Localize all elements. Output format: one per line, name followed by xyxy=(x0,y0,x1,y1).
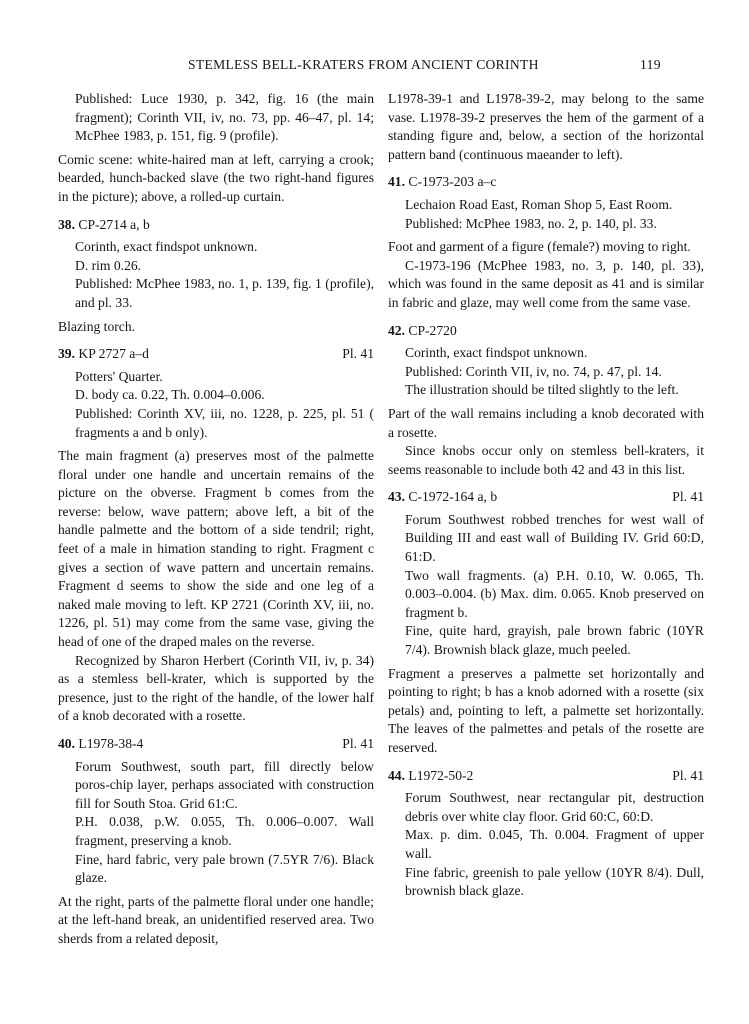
entry-43-number: 43. xyxy=(388,489,405,505)
entry-44-plate: Pl. 41 xyxy=(672,767,704,783)
entry-42-number: 42. xyxy=(388,322,405,338)
entry-38-publication: Published: McPhee 1983, no. 1, p. 139, fig. 1 (profile), and pl. 33. xyxy=(75,276,374,310)
entry-41-publication: Published: McPhee 1983, no. 2, p. 140, pl. 33. xyxy=(405,215,657,231)
entry-40-dimensions: P.H. 0.038, p.W. 0.055, Th. 0.006–0.007. Wall fragment, preserving a knob. xyxy=(75,814,374,848)
entry-43-fabric: Fine, quite hard, grayish, pale brown fabric (10YR 7/4). Brownish black glaze, much peeled. xyxy=(405,623,704,658)
entry-40-number: 40. xyxy=(58,736,75,751)
entry-42-heading xyxy=(388,322,704,341)
entry-38-findspot: Corinth, exact findspot unknown. xyxy=(75,239,258,255)
running-header: STEMLESS BELL-KRATERS FROM ANCIENT CORINTH xyxy=(188,57,539,72)
entry-41-number: 41. xyxy=(388,174,405,190)
entry-44-id: L1972-50-2 xyxy=(408,767,474,783)
right-column xyxy=(388,90,704,901)
entry-40-fabric: Fine, hard fabric, very pale brown (7.5YR 7/6). Black glaze. xyxy=(75,851,374,886)
entry-43-plate: Pl. 41 xyxy=(672,489,704,505)
entry-38-description: Blazing torch. xyxy=(58,318,136,334)
entry-42-discussion: Since knobs occur only on stemless bell-kraters, it seems reasonable to include both 42 and 43 in this list. xyxy=(388,443,704,477)
entry-39-heading xyxy=(58,345,374,364)
entry-42-id: CP-2720 xyxy=(408,322,457,338)
entry-44-heading xyxy=(388,767,704,786)
entry-40-continuation: L1978-39-1 and L1978-39-2, may belong to the same vase. L1978-39-2 preserves the hem of the garment of a standing figure and, below, a section of the horizontal pattern band (continuous maeander to left). xyxy=(388,91,704,162)
entry-39-number: 39. xyxy=(58,346,75,362)
entry-41-heading xyxy=(388,173,704,192)
entry-38-number: 38. xyxy=(58,216,75,232)
entry-37-publication: Published: Luce 1930, p. 342, fig. 16 (the main fragment); Corinth VII, iv, no. 73, pp. 46–47, pl. 14; McPhee 1983, p. 151, fig. 9 (profile). xyxy=(75,91,374,144)
entry-44-fabric: Fine fabric, greenish to pale yellow (10YR 8/4). Dull, brownish black glaze. xyxy=(405,864,704,899)
entry-42-description: Part of the wall remains including a knob decorated with a rosette. xyxy=(388,405,704,440)
entry-42-note: The illustration should be tilted slightly to the left. xyxy=(405,382,679,398)
entry-38-dimensions: D. rim 0.26. xyxy=(75,257,142,273)
entry-43-id: C-1972-164 a, b xyxy=(408,489,498,505)
entry-40-description: At the right, parts of the palmette floral under one handle; at the left-hand break, an unidentified reserved area. Two sherds from a related deposit, xyxy=(58,893,374,946)
entry-42-findspot: Corinth, exact findspot unknown. xyxy=(405,345,588,361)
page-number: 119 xyxy=(640,57,661,72)
entry-43-findspot: Forum Southwest robbed trenches for west wall of Building III and east wall of Building IV. Grid 60:D, 61:D. xyxy=(405,511,704,565)
entry-43-dimensions: Two wall fragments. (a) P.H. 0.10, W. 0.065, Th. 0.003–0.004. (b) Max. dim. 0.065. Knob preserved on fragment b. xyxy=(405,567,704,620)
entry-44-dimensions: Max. p. dim. 0.045, Th. 0.004. Fragment of upper wall. xyxy=(405,827,704,861)
entry-38-id: CP-2714 a, b xyxy=(78,216,150,232)
entry-39-description: The main fragment (a) preserves most of the palmette floral under one handle and uncertain remains of the picture on the obverse. Fragment b comes from the reverse: below, wave pattern; above left, a bit of the handle palmette and the bottom of a side tendril; right, feet of a male in himation standing to right. Fragment c gives a section of wave pattern and uncertain remains. Fragment d seems to show the side and one leg of a naked male moving to left. KP 2721 (Corinth XV, iii, no. 1226, pl. 51) may come from the same vase, giving the head of one of the draped males on the reverse. xyxy=(58,448,374,650)
entry-40-findspot: Forum Southwest, south part, fill directly below poros-chip layer, perhaps associated with construction fill for South Stoa. Grid 61:C. xyxy=(75,758,374,811)
entry-40-heading xyxy=(58,735,374,754)
entry-39-plate: Pl. 41 xyxy=(342,346,374,362)
entry-43-description: Fragment a preserves a palmette set horizontally and pointing to right; b has a knob adorned with a rosette (six petals) and, pointing to left, a palmette set horizontally. The leaves of the palmettes and petals of the rosette are reserved. xyxy=(388,665,704,755)
left-column xyxy=(58,90,374,949)
entry-39-discussion: Recognized by Sharon Herbert (Corinth VII, iv, p. 34) as a stemless bell-krater, which is supported by the presence, just to the right of the handle, of the lower half of a knob decorated with a rosette. xyxy=(58,652,374,724)
entry-42-publication: Published: Corinth VII, iv, no. 74, p. 47, pl. 14. xyxy=(405,363,662,379)
entry-41-discussion: C-1973-196 (McPhee 1983, no. 3, p. 140, pl. 33), which was found in the same deposit as 41 and is similar in fabric and glaze, may well come from the same vase. xyxy=(388,257,704,310)
entry-43-heading xyxy=(388,488,704,507)
entry-37-description: Comic scene: white-haired man at left, carrying a crook; bearded, hunch-backed slave (the two right-hand figures in the picture); above, a rolled-up curtain. xyxy=(58,151,374,204)
entry-44-number: 44. xyxy=(388,767,405,783)
entry-40-plate: Pl. 41 xyxy=(342,736,374,751)
entry-39-publication: Published: Corinth XV, iii, no. 1228, p. 225, pl. 51 ( fragments a and b only). xyxy=(75,405,374,440)
entry-38-heading xyxy=(58,216,374,235)
entry-39-findspot: Potters' Quarter. xyxy=(75,368,163,384)
entry-41-id: C-1973-203 a–c xyxy=(408,174,497,190)
entry-41-description: Foot and garment of a figure (female?) moving to right. xyxy=(388,239,691,255)
entry-44-findspot: Forum Southwest, near rectangular pit, destruction debris over white clay floor. Grid 60:C, 60:D. xyxy=(405,790,704,824)
entry-39-id: KP 2727 a–d xyxy=(78,346,149,362)
entry-39-dimensions: D. body ca. 0.22, Th. 0.004–0.006. xyxy=(75,387,265,403)
entry-41-findspot: Lechaion Road East, Roman Shop 5, East Room. xyxy=(405,196,673,212)
entry-40-id: L1978-38-4 xyxy=(78,736,144,751)
